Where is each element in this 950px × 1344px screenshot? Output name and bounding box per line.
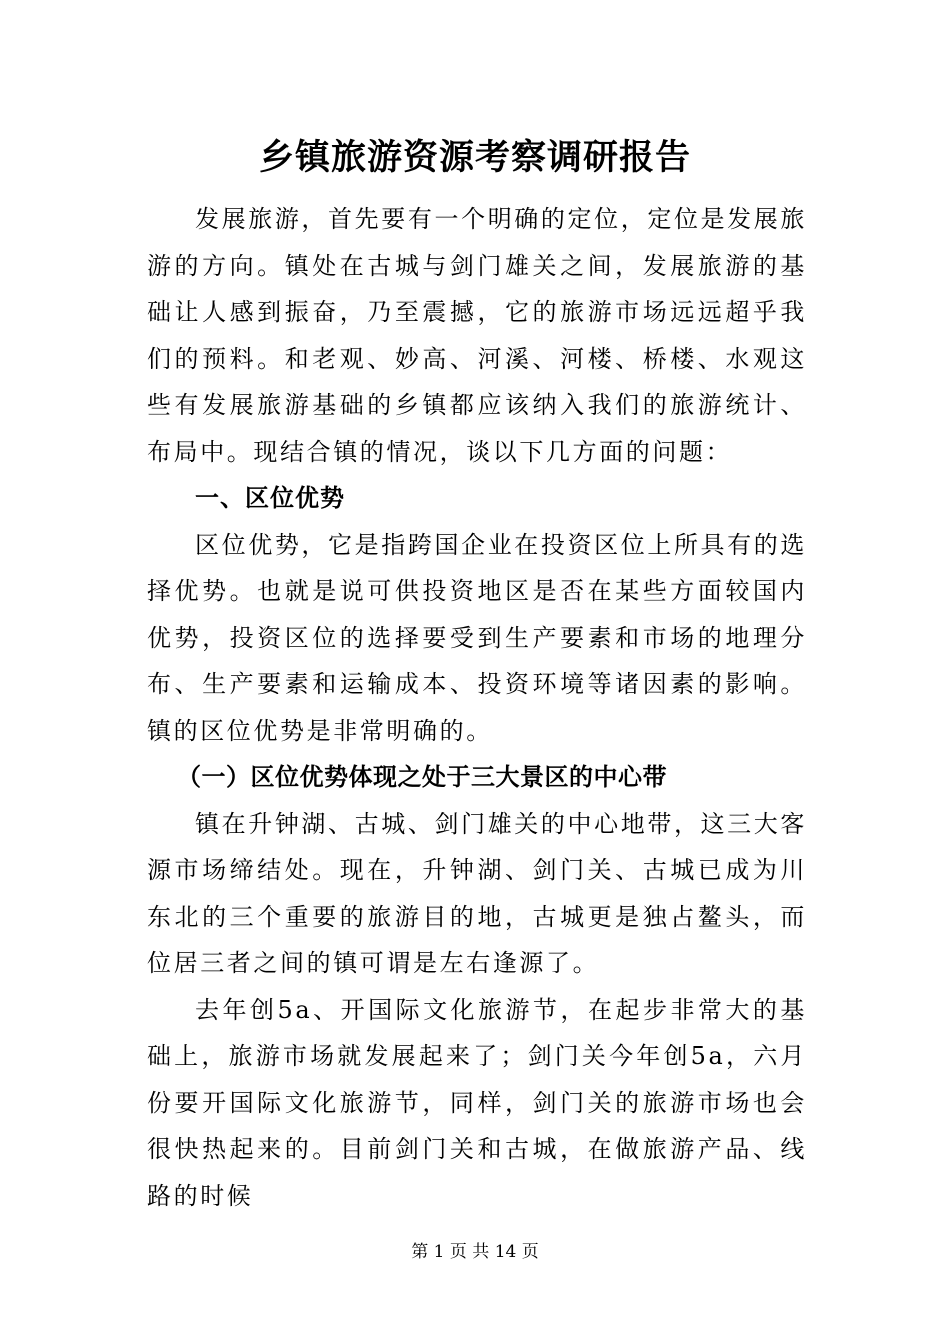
document-title: 乡镇旅游资源考察调研报告 — [258, 138, 691, 178]
subsection-heading-scenic-center: （一）区位优势体现之处于三大景区的中心带 — [177, 763, 667, 791]
section-heading-location-advantage: 一、区位优势 — [195, 484, 345, 512]
subsection-paragraph-2: 去年创5a、开国际文化旅游节，在起步非常大的基础上，旅游市场就发展起来了；剑门关今年创5a，六月份要开国际文化旅游节，同样，剑门关的旅游市场也会很快热起来的。目前剑门关和古城，在做旅游产品、线路的时候 — [147, 995, 807, 1210]
subsection-paragraph-1: 镇在升钟湖、古城、剑门雄关的中心地带，这三大客源市场缔结处。现在，升钟湖、剑门关、古城已成为川东北的三个重要的旅游目的地，古城更是独占鳌头，而位居三者之间的镇可谓是左右逢源了。 — [147, 809, 807, 977]
intro-paragraph: 发展旅游，首先要有一个明确的定位，定位是发展旅游的方向。镇处在古城与剑门雄关之间，发展旅游的基础让人感到振奋，乃至震撼，它的旅游市场远远超乎我们的预料。和老观、妙高、河溪、河楼、桥楼、水观这些有发展旅游基础的乡镇都应该纳入我们的旅游统计、布局中。现结合镇的情况，谈以下几方面的问题： — [147, 205, 807, 466]
section-paragraph-location-advantage: 区位优势，它是指跨国企业在投资区位上所具有的选择优势。也就是说可供投资地区是否在某些方面较国内优势，投资区位的选择要受到生产要素和市场的地理分布、生产要素和运输成本、投资环境等诸因素的影响。镇的区位优势是非常明确的。 — [147, 530, 807, 745]
document-body — [147, 196, 807, 1219]
page-number-footer: 第 1 页 共 14 页 — [411, 1242, 539, 1262]
